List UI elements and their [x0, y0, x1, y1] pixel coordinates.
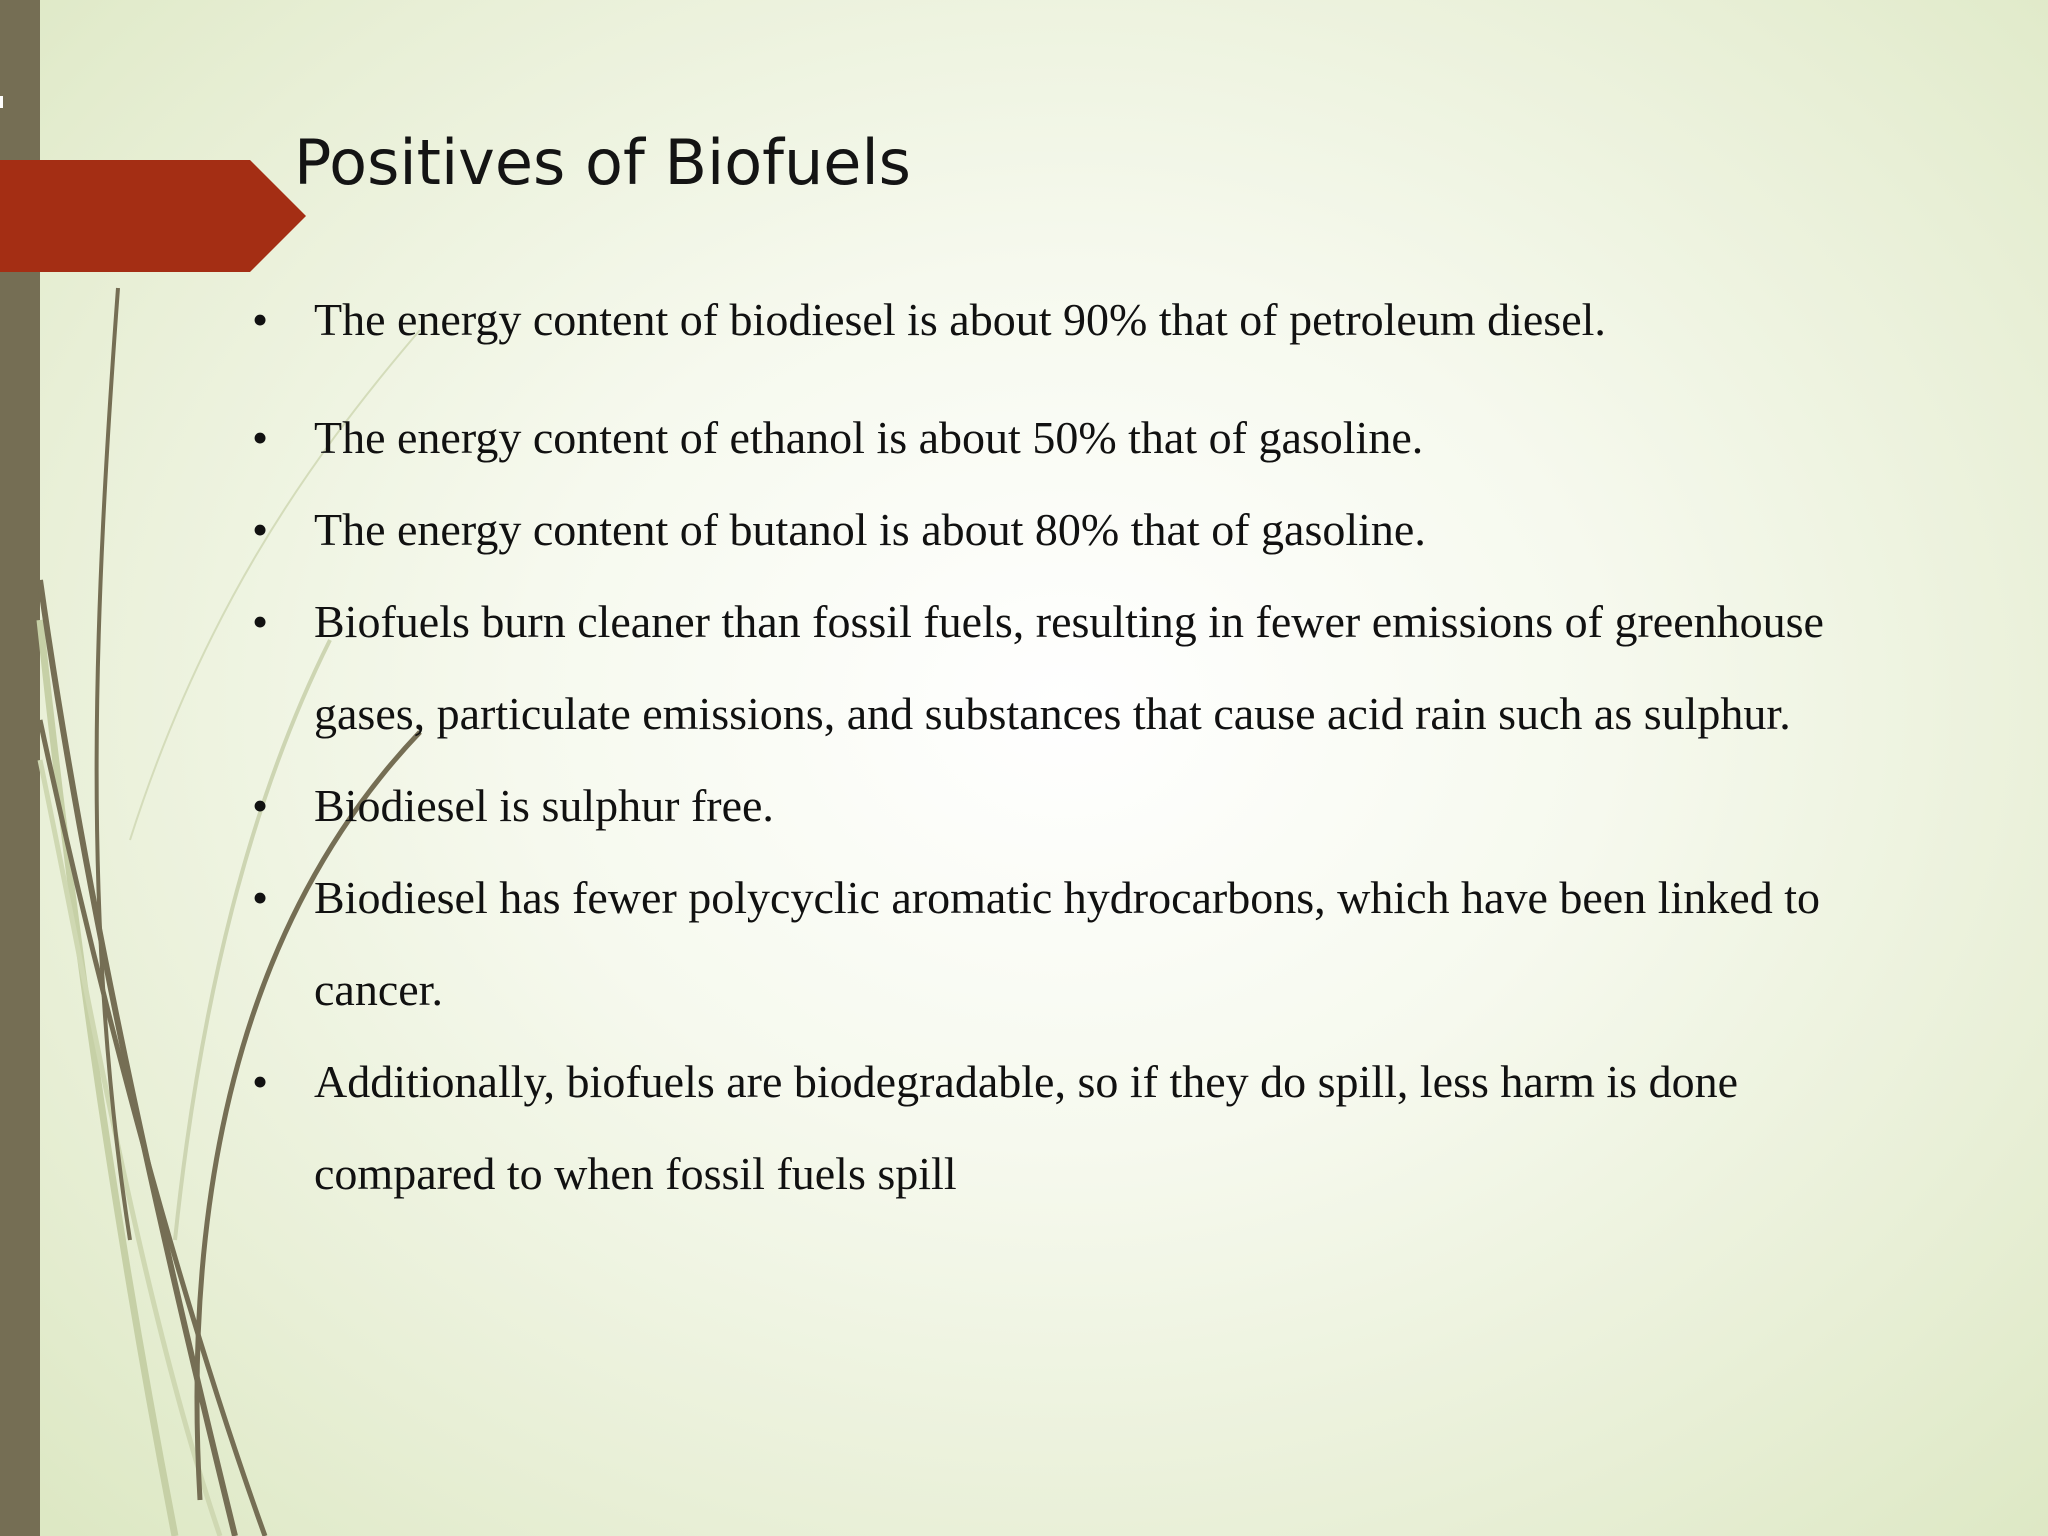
bullet-dot: • [251, 1056, 269, 1107]
bullet-dot: • [251, 596, 269, 647]
title-accent-tab [0, 160, 310, 274]
bullet-text: Biofuels burn cleaner than fossil fuels, resulting in fewer emissions of greenhouse gases, particulate emissions, and substances that cause acid rain such as sulphur. [314, 596, 1824, 739]
leaf-stroke-light-1 [40, 620, 175, 1536]
bullet-item [240, 484, 1840, 576]
bullet-text: The energy content of butanol is about 80% that of gasoline. [314, 504, 1426, 555]
bullet-dot: • [251, 504, 269, 555]
bullet-item [240, 760, 1840, 852]
bullet-dot: • [251, 294, 269, 345]
slide-title: Positives of Biofuels [294, 126, 911, 199]
bullet-dot: • [251, 872, 269, 923]
bullet-item [240, 392, 1840, 484]
bullet-text: Biodiesel is sulphur free. [314, 780, 774, 831]
leaf-stroke-dark-2 [40, 580, 235, 1536]
bullet-item [240, 274, 1840, 366]
bullet-item [240, 1036, 1840, 1220]
bullet-item [240, 852, 1840, 1036]
bullet-text: Additionally, biofuels are biodegradable, so if they do spill, less harm is done compared to when fossil fuels spill [314, 1056, 1739, 1199]
bullet-item [240, 576, 1840, 760]
bullet-dot: • [251, 780, 269, 831]
bullet-text: The energy content of ethanol is about 50% that of gasoline. [314, 412, 1424, 463]
bullet-dot: • [251, 412, 269, 463]
bullet-text: Biodiesel has fewer polycyclic aromatic hydrocarbons, which have been linked to cancer. [314, 872, 1820, 1015]
bullet-list [240, 274, 1840, 1220]
bullet-text: The energy content of biodiesel is about 90% that of petroleum diesel. [314, 294, 1606, 345]
